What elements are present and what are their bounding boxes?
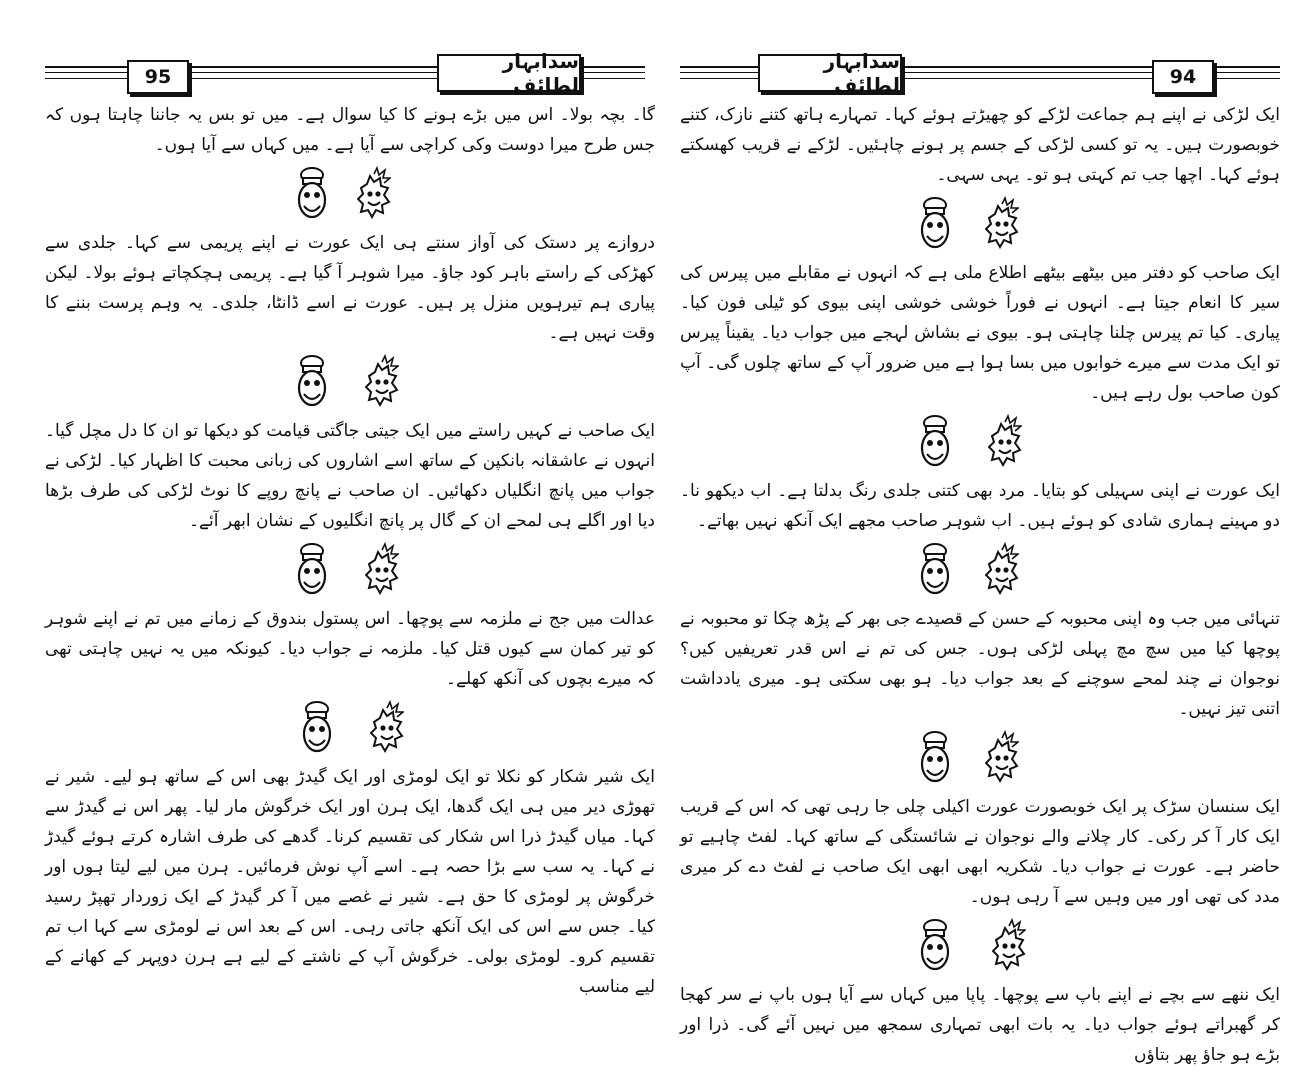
page-number: 95 [127, 60, 189, 94]
left-page-text [45, 100, 655, 1002]
joke-paragraph: ایک صاحب کو دفتر میں بیٹھے بیٹھے اطلاع ملی ہے کہ انہوں نے مقابلے میں پیرس کی سیر کا انعام جیتا ہے۔ انہوں نے فوراً خوشی خوشی اپنی بیوی کو ٹیلی فون کیا۔ پیاری۔ کیا تم پیرس چلنا چاہتی ہو۔ بیوی نے بشاش لہجے میں جواب دیا۔ یقیناً پیرس تو ایک مدت سے میرے خوابوں میں بسا ہوا ہے میں ضرور آپ کے ساتھ چلوں گی۔ آپ کون صاحب بول رہے ہیں۔ [680, 263, 1280, 403]
joke-paragraph: گا۔ بچہ بولا۔ اس میں بڑے ہونے کا کیا سوال ہے۔ میں تو بس یہ جاننا چاہتا ہوں کہ جس طرح میرا دوست وکی کراچی سے آیا ہے۔ میں کہاں سے آیا ہوں۔ [45, 105, 655, 155]
left-page-header [45, 40, 655, 100]
right-page [680, 40, 1280, 1065]
starburst-face-icon [365, 542, 399, 598]
joke-divider [680, 536, 1280, 604]
chef-face-icon [295, 354, 329, 410]
right-page-text [680, 100, 1280, 1070]
chef-face-icon [918, 918, 952, 974]
joke-paragraph: ایک صاحب نے کہیں راستے میں ایک جیتی جاگتی قیامت کو دیکھا تو ان کا دل مچل گیا۔ انہوں نے عاشقانہ بانکپن کے ساتھ اسے اشاروں کی زبانی محبت کا اظہار کیا۔ لڑکی نے جواب میں پانچ انگلیاں دکھائیں۔ ان صاحب نے پانچ روپے کا نوٹ لڑکی کی طرف بڑھا دیا اور اگلے ہی لمحے ان کے گال پر پانچ انگلیوں کے نشان ابھر آئے۔ [45, 421, 655, 531]
joke-paragraph: تنہائی میں جب وہ اپنی محبوبہ کے حسن کے قصیدے جی بھر کے پڑھ چکا تو محبوبہ نے پوچھا کیا میں سچ مچ پہلی لڑکی ہوں۔ جس کی تم نے اس قدر تعریفیں کیں؟ نوجوان نے چند لمحے سوچنے کے بعد جواب دیا۔ ہو بھی سکتی ہو۔ میری یادداشت اتنی تیز نہیں۔ [680, 609, 1280, 719]
starburst-face-icon [370, 700, 404, 756]
chef-face-icon [918, 414, 952, 470]
left-page [45, 40, 655, 1050]
joke-paragraph: ایک شیر شکار کو نکلا تو ایک لومڑی اور ایک گیدڑ بھی اس کے ساتھ ہو لیے۔ شیر نے تھوڑی دیر میں ہی ایک گدھا، ایک ہرن اور ایک خرگوش مار لیا۔ پھر اس نے گیدڑ سے کہا۔ میاں گیدڑ ذرا اس شکار کی تقسیم کرنا۔ گدھے کی طرف اشارہ کرتے ہوئے گیدڑ نے کہا۔ یہ سب سے بڑا حصہ ہے۔ اسے آپ نوش فرمائیں۔ ہرن میں لیے لیتا ہوں اور خرگوش پر لومڑی کا حق ہے۔ شیر نے غصے میں آ کر گیدڑ کے ایک زوردار تھپڑ رسید کیا۔ جس سے اس کی ایک آنکھ جاتی رہی۔ اس کے بعد اس نے لومڑی سے کہا اب تم تقسیم کرو۔ لومڑی بولی۔ خرگوش آپ کے ناشتے کے لیے ہے ہرن دوپہر کے کھانے کے لیے مناسب [45, 767, 655, 997]
joke-divider [680, 724, 1280, 792]
joke-divider [45, 348, 655, 416]
starburst-face-icon [988, 414, 1022, 470]
joke-divider [680, 912, 1280, 980]
joke-divider [680, 408, 1280, 476]
starburst-face-icon [985, 730, 1019, 786]
page-number: 94 [1152, 60, 1214, 94]
starburst-face-icon [992, 918, 1026, 974]
joke-paragraph: دروازے پر دستک کی آواز سنتے ہی ایک عورت نے اپنے پریمی سے کہا۔ جلدی سے کھڑکی کے راستے باہر کود جاؤ۔ میرا شوہر آ گیا ہے۔ پریمی ہچکچاتے ہوئے بولا۔ لیکن پیاری ہم تیرہویں منزل پر ہیں۔ عورت نے اسے ڈانٹا، جلدی۔ یہ وہم پرست بننے کا وقت نہیں ہے۔ [45, 233, 655, 343]
chef-face-icon [918, 730, 952, 786]
starburst-face-icon [365, 354, 399, 410]
starburst-face-icon [357, 166, 391, 222]
book-title: سدابہار لطائف [437, 54, 581, 92]
starburst-face-icon [985, 196, 1019, 252]
joke-divider [680, 190, 1280, 258]
joke-paragraph: ایک عورت نے اپنی سہیلی کو بتایا۔ مرد بھی کتنی جلدی رنگ بدلتا ہے۔ اب دیکھو نا۔ دو مہینے ہماری شادی کو ہوئے ہیں۔ اب شوہر صاحب مجھے ایک آنکھ نہیں بھاتے۔ [680, 481, 1280, 531]
joke-divider [45, 536, 655, 604]
chef-face-icon [918, 542, 952, 598]
joke-paragraph: ایک ننھے سے بچے نے اپنے باپ سے پوچھا۔ پاپا میں کہاں سے آیا ہوں باپ نے سر کھجا کر گھبراتے ہوئے جواب دیا۔ یہ بات ابھی تمہاری سمجھ میں نہیں آئے گی۔ ذرا اور بڑے ہو جاؤ پھر بتاؤں [680, 985, 1280, 1065]
joke-paragraph: ایک سنسان سڑک پر ایک خوبصورت عورت اکیلی چلی جا رہی تھی کہ اس کے قریب ایک کار آ کر رکی۔ کار چلانے والے نوجوان نے شائستگی کے ساتھ کہا۔ لفٹ چاہیے تو حاضر ہے۔ عورت نے جواب دیا۔ شکریہ ابھی ابھی ایک صاحب نے لفٹ دے کر میری مدد کی تھی اور میں وہیں سے آ رہی ہوں۔ [680, 797, 1280, 907]
right-page-header [680, 40, 1280, 100]
joke-paragraph: عدالت میں جج نے ملزمہ سے پوچھا۔ اس پستول بندوق کے زمانے میں تم نے اپنے شوہر کو تیر کمان سے کیوں قتل کیا۔ ملزمہ نے جواب دیا۔ کیونکہ میں یہ نہیں چاہتی تھی کہ میرے بچوں کی آنکھ کھلے۔ [45, 609, 655, 689]
starburst-face-icon [985, 542, 1019, 598]
book-title: سدابہار لطائف [758, 54, 902, 92]
chef-face-icon [295, 166, 329, 222]
chef-face-icon [918, 196, 952, 252]
chef-face-icon [300, 700, 334, 756]
joke-divider [45, 694, 655, 762]
chef-face-icon [295, 542, 329, 598]
joke-divider [45, 160, 655, 228]
joke-paragraph: ایک لڑکی نے اپنے ہم جماعت لڑکے کو چھیڑتے ہوئے کہا۔ تمہارے ہاتھ کتنے نازک، کتنے خوبصورت ہیں۔ یہ تو کسی لڑکی کے جسم پر ہونے چاہئیں۔ لڑکے نے قریب کھسکتے ہوئے کہا۔ اچھا جب تم کہتی ہو تو۔ یہی سہی۔ [680, 105, 1280, 185]
